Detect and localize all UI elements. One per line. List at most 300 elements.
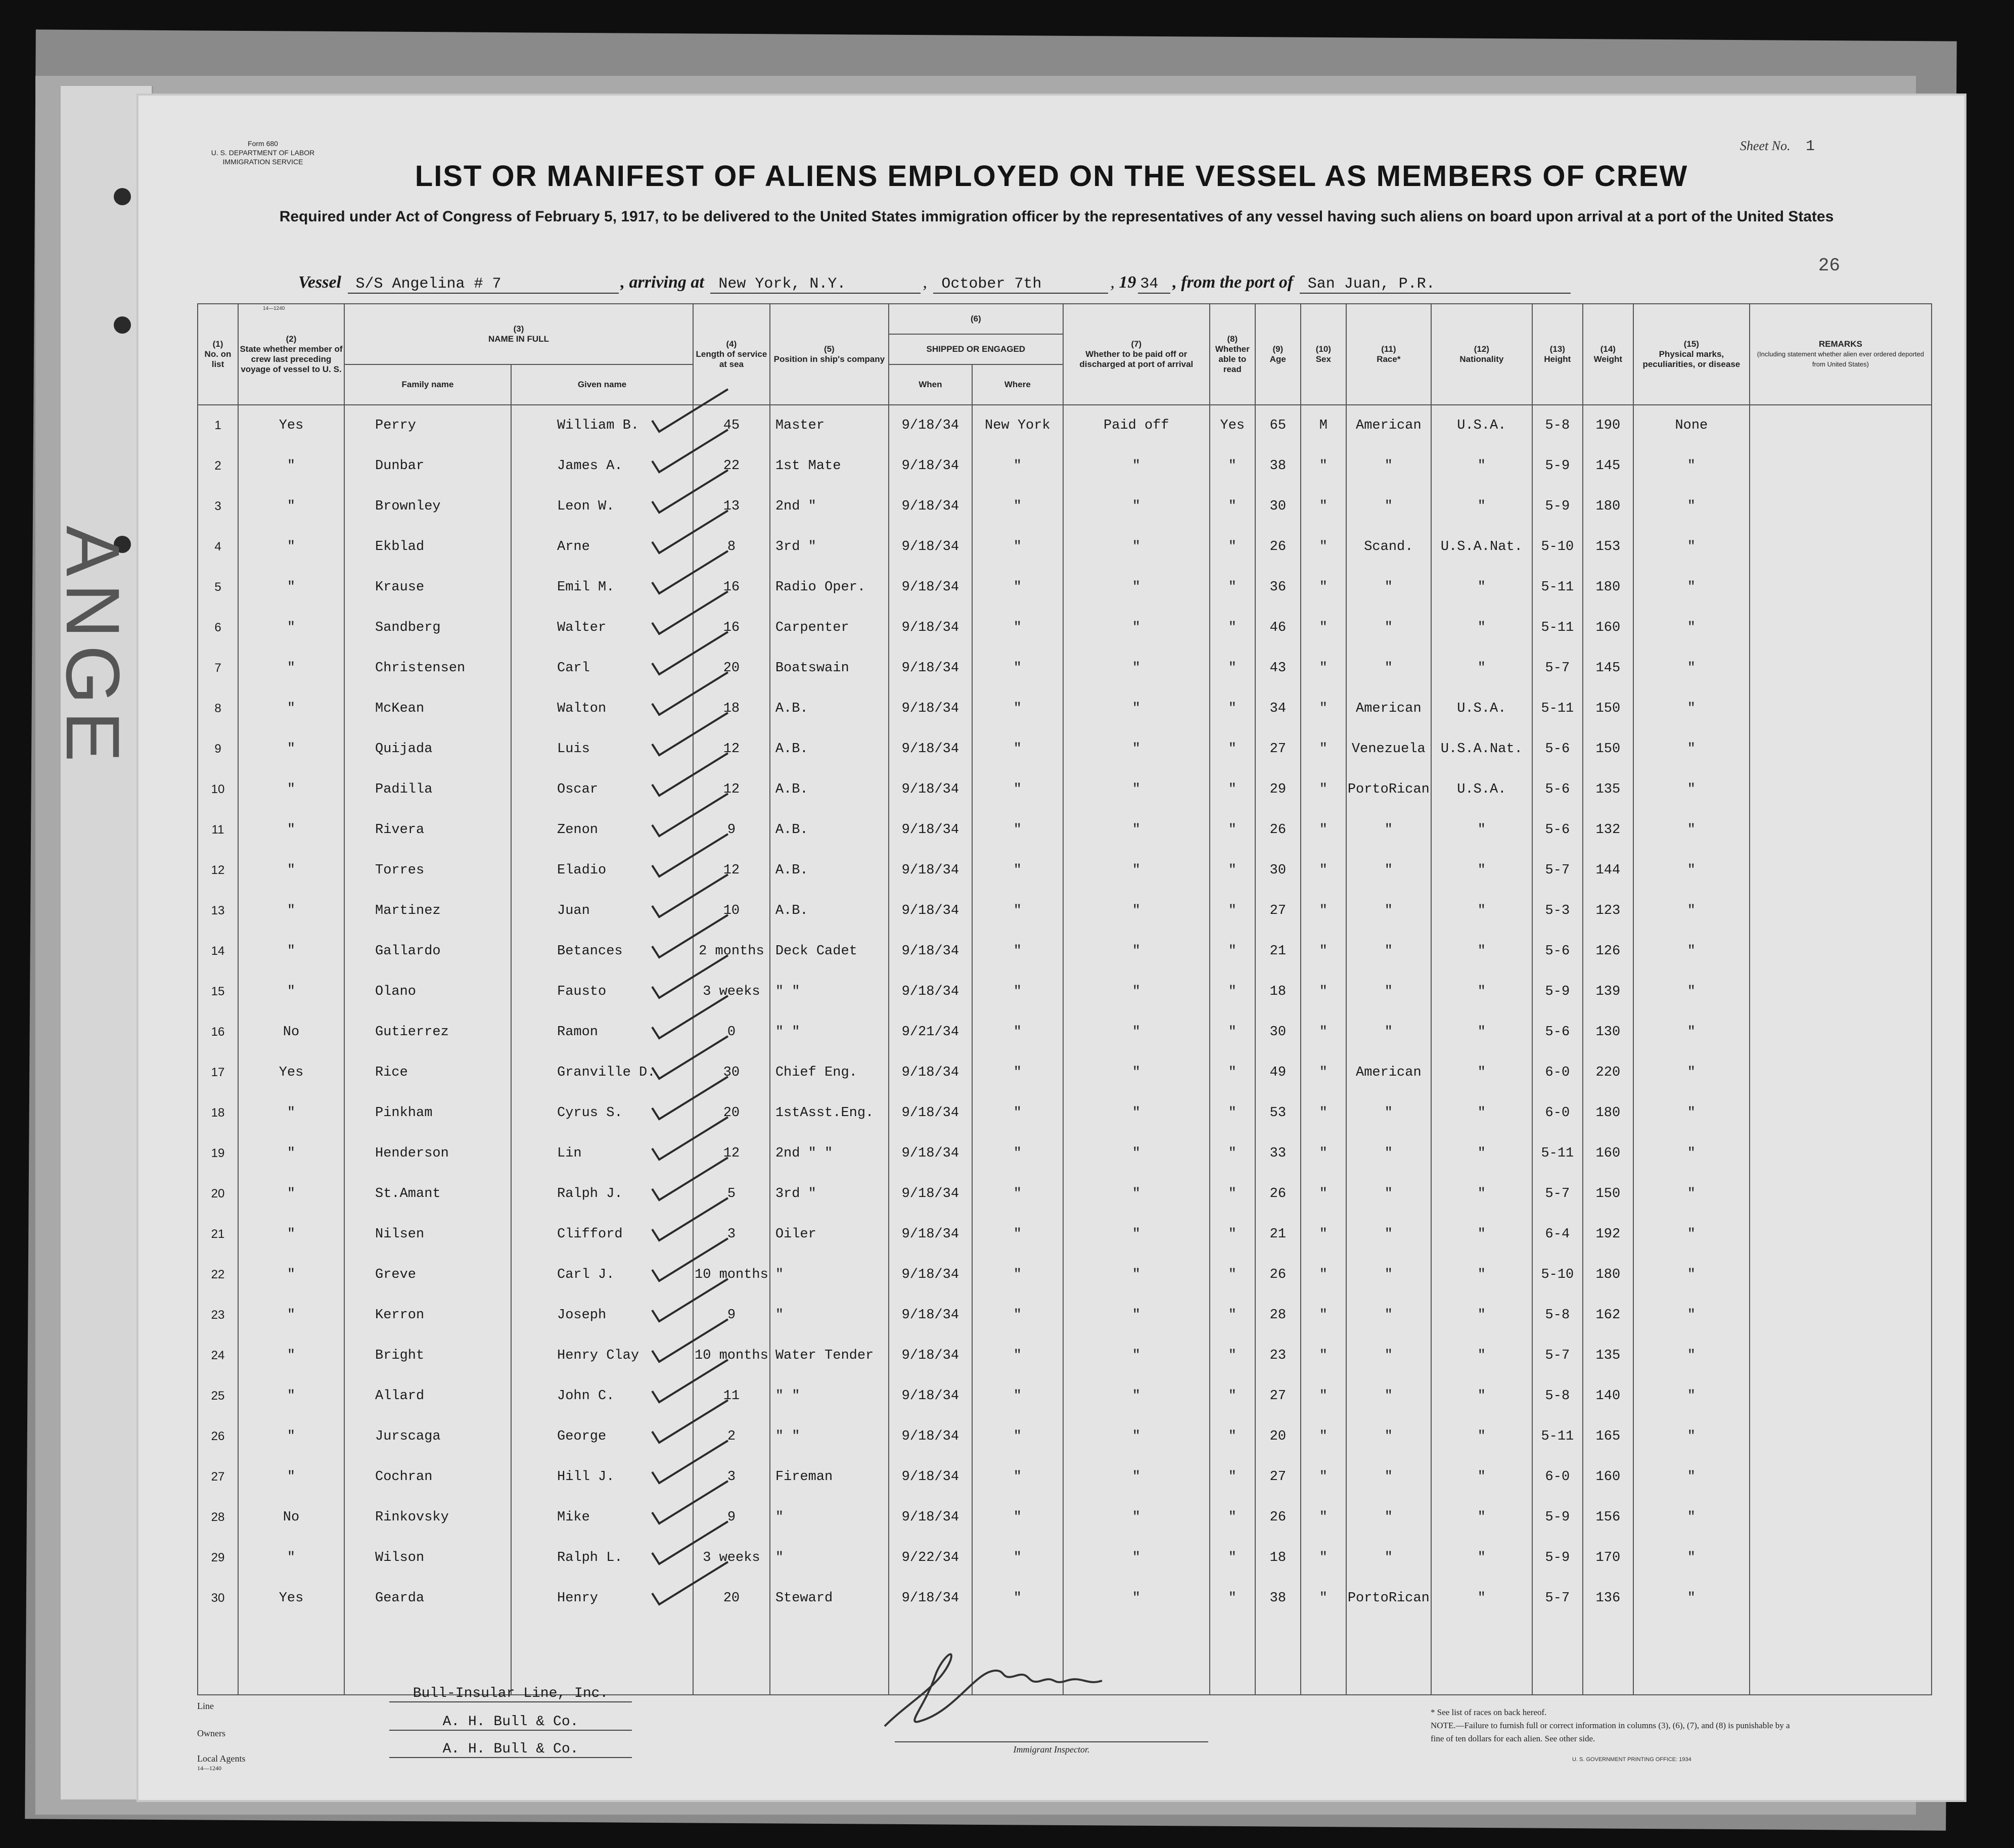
- header-height: (13) Height: [1532, 304, 1583, 405]
- table-row: [198, 850, 1932, 891]
- cell-given: Walter: [511, 608, 693, 648]
- department-name: U. S. DEPARTMENT OF LABOR: [211, 149, 315, 157]
- cell-prev: ": [238, 608, 344, 648]
- cell-where: ": [972, 1457, 1063, 1497]
- cell-height: 5-7: [1532, 850, 1583, 891]
- cell-weight: 192: [1583, 1214, 1633, 1255]
- cell-read: ": [1210, 1538, 1255, 1578]
- cell-when: 9/18/34: [889, 810, 972, 850]
- cell-race: American: [1346, 405, 1431, 446]
- cell-position: ": [770, 1255, 889, 1295]
- cell-where: ": [972, 810, 1063, 850]
- cell-paid: ": [1063, 729, 1210, 769]
- cell-given: Leon W.: [511, 486, 693, 527]
- table-row: [198, 688, 1932, 729]
- cell-read: ": [1210, 1174, 1255, 1214]
- cell-remarks: [1750, 486, 1932, 527]
- cell-age: 26: [1255, 1174, 1301, 1214]
- table-row: [198, 405, 1932, 446]
- cell-race: ": [1346, 1133, 1431, 1174]
- cell-remarks: [1750, 608, 1932, 648]
- cell-position: Chief Eng.: [770, 1052, 889, 1093]
- cell-weight: 144: [1583, 850, 1633, 891]
- cell-family: Gallardo: [344, 931, 511, 972]
- cell-weight: 130: [1583, 1012, 1633, 1052]
- cell-position: ": [770, 1497, 889, 1538]
- printer-credit: U. S. GOVERNMENT PRINTING OFFICE: 1934: [1572, 1757, 1691, 1763]
- cell-age: 33: [1255, 1133, 1301, 1174]
- cell-prev: ": [238, 527, 344, 567]
- cell-where: ": [972, 688, 1063, 729]
- cell-position: 3rd ": [770, 527, 889, 567]
- agents-value: A. H. Bull & Co.: [389, 1741, 632, 1758]
- table-row: [198, 1376, 1932, 1416]
- cell-nationality: U.S.A.: [1431, 688, 1532, 729]
- cell-height: 5-6: [1532, 810, 1583, 850]
- cell-no: 12: [198, 850, 238, 891]
- cell-marks: ": [1633, 1255, 1750, 1295]
- cell-read: ": [1210, 1376, 1255, 1416]
- races-note: * See list of races on back hereof.: [1431, 1707, 1547, 1717]
- cell-when: 9/21/34: [889, 1012, 972, 1052]
- cell-prev: ": [238, 1214, 344, 1255]
- table-row: [198, 972, 1932, 1012]
- cell-height: 5-7: [1532, 1174, 1583, 1214]
- cell-where: ": [972, 972, 1063, 1012]
- cell-paid: ": [1063, 1497, 1210, 1538]
- cell-prev: ": [238, 1093, 344, 1133]
- cell-race: ": [1346, 446, 1431, 486]
- cell-given: Joseph: [511, 1295, 693, 1335]
- cell-remarks: [1750, 972, 1932, 1012]
- cell-remarks: [1750, 1457, 1932, 1497]
- cell-weight: 162: [1583, 1295, 1633, 1335]
- cell-height: 5-8: [1532, 1376, 1583, 1416]
- cell-when: 9/18/34: [889, 527, 972, 567]
- cell-family: Gutierrez: [344, 1012, 511, 1052]
- cell-where: ": [972, 608, 1063, 648]
- header-family-name: Family name: [344, 364, 511, 405]
- cell-race: ": [1346, 1255, 1431, 1295]
- cell-remarks: [1750, 769, 1932, 810]
- footer-notes: [1431, 1706, 1805, 1745]
- cell-remarks: [1750, 1174, 1932, 1214]
- cell-paid: ": [1063, 1012, 1210, 1052]
- cell-given: Mike: [511, 1497, 693, 1538]
- cell-nationality: ": [1431, 1416, 1532, 1457]
- cell-marks: ": [1633, 1376, 1750, 1416]
- cell-marks: ": [1633, 1295, 1750, 1335]
- cell-race: American: [1346, 688, 1431, 729]
- cell-remarks: [1750, 850, 1932, 891]
- cell-service: 9: [693, 1295, 770, 1335]
- cell-family: Wilson: [344, 1538, 511, 1578]
- manifest-title: LIST OR MANIFEST OF ALIENS EMPLOYED ON THE VESSEL AS MEMBERS OF CREW: [415, 160, 1688, 193]
- cell-prev: No: [238, 1012, 344, 1052]
- cell-given: Ralph J.: [511, 1174, 693, 1214]
- cell-where: ": [972, 1255, 1063, 1295]
- cell-service: 12: [693, 729, 770, 769]
- cell-no: 14: [198, 931, 238, 972]
- cell-age: 26: [1255, 1255, 1301, 1295]
- cell-nationality: ": [1431, 972, 1532, 1012]
- cell-prev: ": [238, 446, 344, 486]
- cell-no: 2: [198, 446, 238, 486]
- cell-paid: ": [1063, 1133, 1210, 1174]
- cell-marks: ": [1633, 1335, 1750, 1376]
- cell-read: ": [1210, 891, 1255, 931]
- cell-prev: ": [238, 931, 344, 972]
- cell-marks: ": [1633, 527, 1750, 567]
- cell-height: 5-11: [1532, 688, 1583, 729]
- cell-sex: ": [1301, 1093, 1346, 1133]
- cell-position: " ": [770, 1012, 889, 1052]
- cell-when: 9/18/34: [889, 1093, 972, 1133]
- cell-weight: 145: [1583, 446, 1633, 486]
- cell-position: 2nd ": [770, 486, 889, 527]
- cell-weight: 160: [1583, 1133, 1633, 1174]
- cell-paid: ": [1063, 1174, 1210, 1214]
- cell-race: ": [1346, 1457, 1431, 1497]
- cell-prev: ": [238, 729, 344, 769]
- cell-position: A.B.: [770, 688, 889, 729]
- cell-read: ": [1210, 1457, 1255, 1497]
- cell-height: 5-11: [1532, 1416, 1583, 1457]
- cell-position: A.B.: [770, 729, 889, 769]
- cell-race: ": [1346, 972, 1431, 1012]
- cell-height: 5-11: [1532, 1133, 1583, 1174]
- cell-nationality: ": [1431, 1376, 1532, 1416]
- cell-height: 5-6: [1532, 931, 1583, 972]
- cell-service: 13: [693, 486, 770, 527]
- cell-paid: ": [1063, 972, 1210, 1012]
- cell-weight: 136: [1583, 1578, 1633, 1619]
- cell-family: Padilla: [344, 769, 511, 810]
- cell-race: Scand.: [1346, 527, 1431, 567]
- cell-service: 10: [693, 891, 770, 931]
- cell-height: 5-7: [1532, 1335, 1583, 1376]
- cell-sex: ": [1301, 1174, 1346, 1214]
- cell-prev: ": [238, 1538, 344, 1578]
- cell-service: 0: [693, 1012, 770, 1052]
- cell-family: Rinkovsky: [344, 1497, 511, 1538]
- table-row: [198, 648, 1932, 688]
- header-given-name: Given name: [511, 364, 693, 405]
- cell-marks: ": [1633, 850, 1750, 891]
- cell-paid: ": [1063, 1538, 1210, 1578]
- cell-sex: ": [1301, 1497, 1346, 1538]
- cell-family: Martinez: [344, 891, 511, 931]
- cell-read: ": [1210, 972, 1255, 1012]
- header-name: (3) NAME IN FULL: [344, 304, 693, 364]
- cell-remarks: [1750, 688, 1932, 729]
- binder-hole-icon: [114, 316, 131, 334]
- cell-service: 20: [693, 648, 770, 688]
- cell-age: 34: [1255, 688, 1301, 729]
- cell-weight: 123: [1583, 891, 1633, 931]
- cell-prev: ": [238, 850, 344, 891]
- cell-marks: ": [1633, 769, 1750, 810]
- binder-hole-icon: [114, 188, 131, 205]
- cell-height: 5-7: [1532, 648, 1583, 688]
- table-row: [198, 1335, 1932, 1376]
- cell-when: 9/18/34: [889, 608, 972, 648]
- cell-paid: ": [1063, 1255, 1210, 1295]
- cell-no: 21: [198, 1214, 238, 1255]
- cell-given: Ralph L.: [511, 1538, 693, 1578]
- cell-position: Boatswain: [770, 648, 889, 688]
- cell-race: ": [1346, 1093, 1431, 1133]
- cell-sex: ": [1301, 446, 1346, 486]
- cell-race: ": [1346, 850, 1431, 891]
- header-position: (5) Position in ship's company: [770, 304, 889, 405]
- cell-family: Rivera: [344, 810, 511, 850]
- cell-age: 21: [1255, 1214, 1301, 1255]
- cell-race: ": [1346, 648, 1431, 688]
- cell-service: 45: [693, 405, 770, 446]
- cell-service: 9: [693, 1497, 770, 1538]
- cell-when: 9/18/34: [889, 972, 972, 1012]
- cell-where: ": [972, 1133, 1063, 1174]
- cell-service: 11: [693, 1376, 770, 1416]
- cell-read: ": [1210, 527, 1255, 567]
- owners-label: Owners: [197, 1728, 225, 1738]
- cell-when: 9/18/34: [889, 1457, 972, 1497]
- cell-family: Allard: [344, 1376, 511, 1416]
- cell-height: 6-4: [1532, 1214, 1583, 1255]
- cell-remarks: [1750, 1052, 1932, 1093]
- cell-height: 5-6: [1532, 1012, 1583, 1052]
- cell-given: Juan: [511, 891, 693, 931]
- cell-family: Pinkham: [344, 1093, 511, 1133]
- cell-age: 46: [1255, 608, 1301, 648]
- cell-height: 5-8: [1532, 1295, 1583, 1335]
- cell-remarks: [1750, 1416, 1932, 1457]
- form-code: 14—1240: [263, 306, 285, 311]
- cell-family: Brownley: [344, 486, 511, 527]
- cell-no: 24: [198, 1335, 238, 1376]
- cell-position: Radio Oper.: [770, 567, 889, 608]
- header-age: (9) Age: [1255, 304, 1301, 405]
- page-count-stamp: 26: [1818, 255, 1840, 276]
- cell-marks: ": [1633, 729, 1750, 769]
- header-weight: (14) Weight: [1583, 304, 1633, 405]
- cell-prev: ": [238, 1174, 344, 1214]
- cell-prev: ": [238, 1376, 344, 1416]
- cell-family: Bright: [344, 1335, 511, 1376]
- cell-sex: ": [1301, 1052, 1346, 1093]
- cell-prev: No: [238, 1497, 344, 1538]
- cell-when: 9/18/34: [889, 648, 972, 688]
- cell-no: 22: [198, 1255, 238, 1295]
- line-label: Line: [197, 1701, 214, 1711]
- cell-position: 1stAsst.Eng.: [770, 1093, 889, 1133]
- cell-position: Carpenter: [770, 608, 889, 648]
- cell-prev: ": [238, 567, 344, 608]
- cell-family: Kerron: [344, 1295, 511, 1335]
- cell-given: Lin: [511, 1133, 693, 1174]
- cell-prev: ": [238, 769, 344, 810]
- cell-where: ": [972, 1416, 1063, 1457]
- cell-nationality: ": [1431, 1295, 1532, 1335]
- cell-paid: ": [1063, 1457, 1210, 1497]
- cell-marks: ": [1633, 1012, 1750, 1052]
- header-race: (11) Race*: [1346, 304, 1431, 405]
- cell-family: Christensen: [344, 648, 511, 688]
- cell-race: American: [1346, 1052, 1431, 1093]
- cell-no: 5: [198, 567, 238, 608]
- cell-weight: 180: [1583, 486, 1633, 527]
- cell-prev: ": [238, 810, 344, 850]
- cell-given: Henry Clay: [511, 1335, 693, 1376]
- cell-marks: ": [1633, 567, 1750, 608]
- cell-nationality: U.S.A.: [1431, 405, 1532, 446]
- cell-age: 27: [1255, 891, 1301, 931]
- cell-read: ": [1210, 729, 1255, 769]
- cell-service: 3 weeks: [693, 1538, 770, 1578]
- cell-marks: ": [1633, 1174, 1750, 1214]
- table-row: [198, 810, 1932, 850]
- cell-given: Zenon: [511, 810, 693, 850]
- cell-no: 10: [198, 769, 238, 810]
- cell-race: ": [1346, 1214, 1431, 1255]
- table-row: [198, 1497, 1932, 1538]
- cell-family: Cochran: [344, 1457, 511, 1497]
- cell-sex: ": [1301, 810, 1346, 850]
- cell-height: 6-0: [1532, 1093, 1583, 1133]
- table-row: [198, 769, 1932, 810]
- cell-no: 11: [198, 810, 238, 850]
- cell-race: ": [1346, 1335, 1431, 1376]
- cell-no: 23: [198, 1295, 238, 1335]
- cell-family: Jurscaga: [344, 1416, 511, 1457]
- cell-weight: 180: [1583, 567, 1633, 608]
- cell-age: 18: [1255, 1538, 1301, 1578]
- cell-paid: ": [1063, 527, 1210, 567]
- cell-sex: ": [1301, 1255, 1346, 1295]
- cell-paid: ": [1063, 1214, 1210, 1255]
- cell-given: Eladio: [511, 850, 693, 891]
- cell-no: 28: [198, 1497, 238, 1538]
- cell-weight: 145: [1583, 648, 1633, 688]
- arrival-port: New York, N.Y.: [710, 275, 921, 294]
- header-read: (8) Whether able to read: [1210, 304, 1255, 405]
- cell-age: 49: [1255, 1052, 1301, 1093]
- cell-given: William B.: [511, 405, 693, 446]
- cell-weight: 150: [1583, 688, 1633, 729]
- cell-no: 6: [198, 608, 238, 648]
- table-row: [198, 729, 1932, 769]
- manifest-sheet: [136, 94, 1966, 1802]
- cell-read: ": [1210, 1133, 1255, 1174]
- form-number: Form 680: [248, 140, 278, 148]
- cell-weight: 160: [1583, 1457, 1633, 1497]
- line-value: Bull-Insular Line, Inc.: [389, 1686, 632, 1702]
- table-row: [198, 446, 1932, 486]
- table-row: [198, 1538, 1932, 1578]
- cell-sex: ": [1301, 1214, 1346, 1255]
- cell-no: 13: [198, 891, 238, 931]
- cell-height: 6-0: [1532, 1052, 1583, 1093]
- cell-age: 23: [1255, 1335, 1301, 1376]
- cell-family: Sandberg: [344, 608, 511, 648]
- cell-no: 9: [198, 729, 238, 769]
- cell-paid: ": [1063, 1052, 1210, 1093]
- cell-when: 9/18/34: [889, 1295, 972, 1335]
- cell-given: Ramon: [511, 1012, 693, 1052]
- cell-race: ": [1346, 1376, 1431, 1416]
- cell-service: 3: [693, 1214, 770, 1255]
- cell-marks: ": [1633, 810, 1750, 850]
- cell-given: Betances: [511, 931, 693, 972]
- cell-marks: ": [1633, 1093, 1750, 1133]
- cell-prev: ": [238, 972, 344, 1012]
- cell-prev: Yes: [238, 1578, 344, 1619]
- table-row: [198, 1457, 1932, 1497]
- cell-when: 9/18/34: [889, 1133, 972, 1174]
- cell-sex: ": [1301, 891, 1346, 931]
- cell-nationality: ": [1431, 1093, 1532, 1133]
- cell-prev: ": [238, 1457, 344, 1497]
- manifest-footer: [197, 1686, 1916, 1787]
- year-suffix: 34: [1138, 275, 1170, 294]
- cell-remarks: [1750, 729, 1932, 769]
- cell-nationality: ": [1431, 810, 1532, 850]
- cell-marks: ": [1633, 891, 1750, 931]
- table-row: [198, 1214, 1932, 1255]
- cell-family: Greve: [344, 1255, 511, 1295]
- cell-service: 8: [693, 527, 770, 567]
- cell-age: 53: [1255, 1093, 1301, 1133]
- cell-weight: 150: [1583, 1174, 1633, 1214]
- cell-no: 19: [198, 1133, 238, 1174]
- cell-where: ": [972, 1093, 1063, 1133]
- header-no: (1) No. on list: [198, 304, 238, 405]
- cell-height: 5-8: [1532, 405, 1583, 446]
- cell-given: Granville D.: [511, 1052, 693, 1093]
- header-remarks: REMARKS (Including statement whether alien ever ordered deported from United States): [1750, 304, 1932, 405]
- cell-when: 9/18/34: [889, 1335, 972, 1376]
- cell-family: Dunbar: [344, 446, 511, 486]
- cell-age: 26: [1255, 810, 1301, 850]
- cell-age: 30: [1255, 850, 1301, 891]
- cell-paid: ": [1063, 1093, 1210, 1133]
- cell-height: 5-9: [1532, 1538, 1583, 1578]
- penalty-note: NOTE.—Failure to furnish full or correct information in columns (3), (6), (7), and (8) is punishable by a fine of ten dollars for each alien. See other side.: [1431, 1721, 1790, 1743]
- cell-remarks: [1750, 1012, 1932, 1052]
- cell-sex: ": [1301, 972, 1346, 1012]
- cell-read: ": [1210, 1052, 1255, 1093]
- cell-service: 12: [693, 850, 770, 891]
- cell-remarks: [1750, 1578, 1932, 1619]
- cell-weight: 156: [1583, 1497, 1633, 1538]
- cell-service: 18: [693, 688, 770, 729]
- cell-where: ": [972, 648, 1063, 688]
- cell-race: ": [1346, 486, 1431, 527]
- header-nationality: (12) Nationality: [1431, 304, 1532, 405]
- arriving-label: , arriving at: [620, 273, 704, 292]
- cell-race: Venezuela: [1346, 729, 1431, 769]
- cell-no: 17: [198, 1052, 238, 1093]
- header-shipped: (6): [889, 304, 1063, 334]
- crew-manifest-table: [197, 303, 1932, 1695]
- cell-age: 28: [1255, 1295, 1301, 1335]
- cell-when: 9/18/34: [889, 891, 972, 931]
- cell-read: ": [1210, 931, 1255, 972]
- cell-where: ": [972, 1174, 1063, 1214]
- cell-given: Carl: [511, 648, 693, 688]
- cell-nationality: U.S.A.Nat.: [1431, 527, 1532, 567]
